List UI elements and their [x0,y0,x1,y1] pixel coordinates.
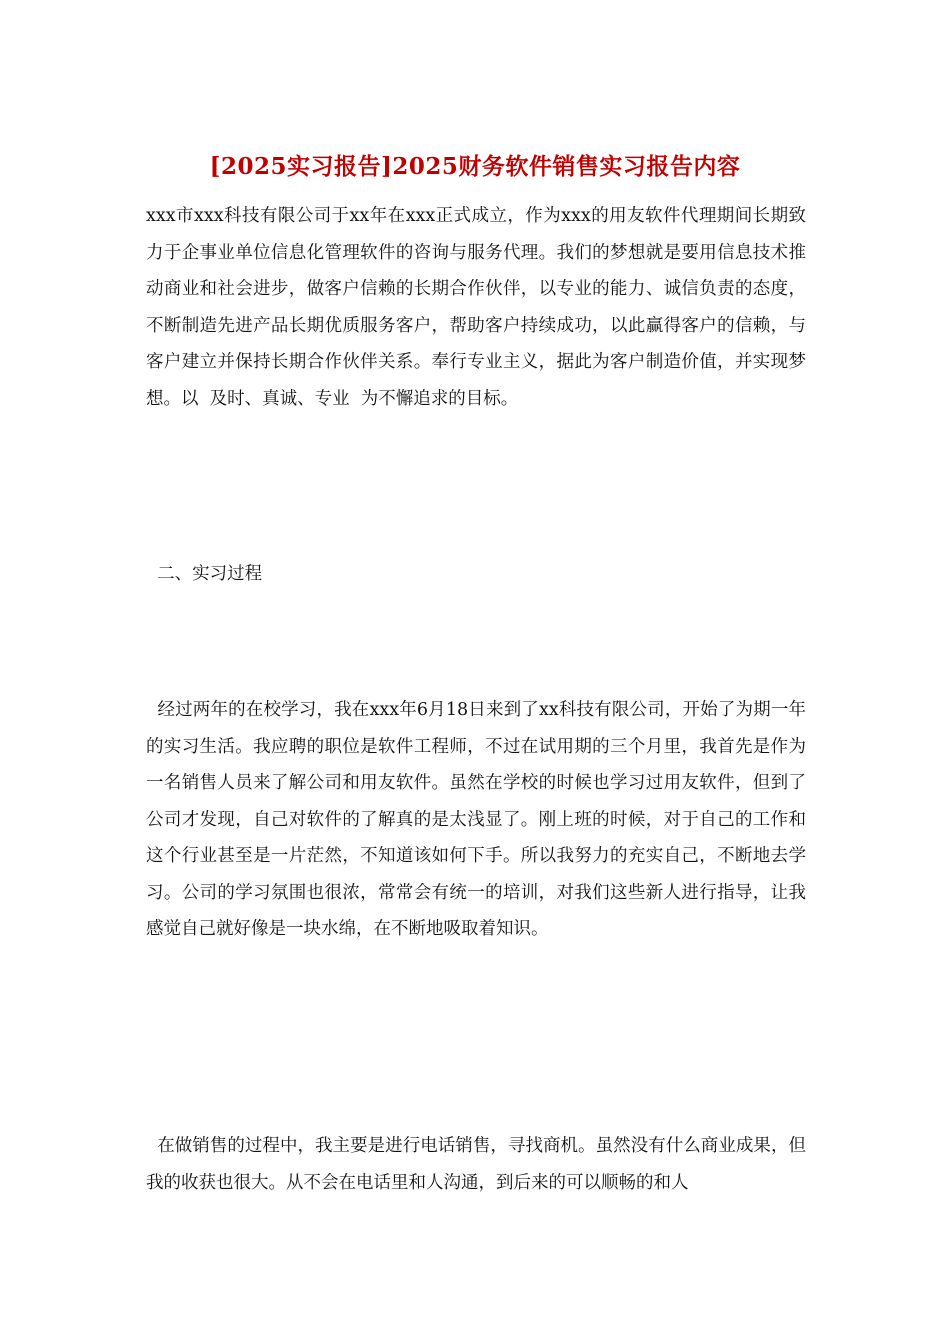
body-paragraph: 在做销售的过程中，我主要是进行电话销售，寻找商机。虽然没有什么商业成果，但我的收获也很大。从不会在电话里和人沟通，到后来的可以顺畅的和人 [146,1136,806,1193]
document-title: [2025实习报告]2025财务软件销售实习报告内容 [209,153,741,180]
body-paragraph: 经过两年的在校学习，我在xxx年6月18日来到了xx科技有限公司，开始了为期一年的实习生活。我应聘的职位是软件工程师，不过在试用期的三个月里，我首先是作为一名销售人员来了解公司和用友软件。虽然在学校的时候也学习过用友软件，但到了公司才发现，自己对软件的了解真的是太浅显了。刚上班的时候，对于自己的工作和这个行业甚至是一片茫然，不知道该如何下手。所以我努力的充实自己，不断地去学习。公司的学习氛围也很浓，常常会有统一的培训，对我们这些新人进行指导，让我感觉自己就好像是一块水绵，在不断地吸取着知识。 [146,700,806,939]
section-heading: 二、实习过程 [146,564,263,584]
intro-paragraph: xxx市xxx科技有限公司于xx年在xxx正式成立，作为xxx的用友软件代理期间长期致力于企事业单位信息化管理软件的咨询与服务代理。我们的梦想就是要用信息技术推动商业和社会进步，做客户信赖的长期合作伙伴，以专业的能力、诚信负责的态度，不断制造先进产品长期优质服务客户，帮助客户持续成功，以此赢得客户的信赖，与客户建立并保持长期合作伙伴关系。奉行专业主义，据此为客户制造价值，并实现梦想。以 及时、真诚、专业 为不懈追求的目标。 [146,206,806,409]
